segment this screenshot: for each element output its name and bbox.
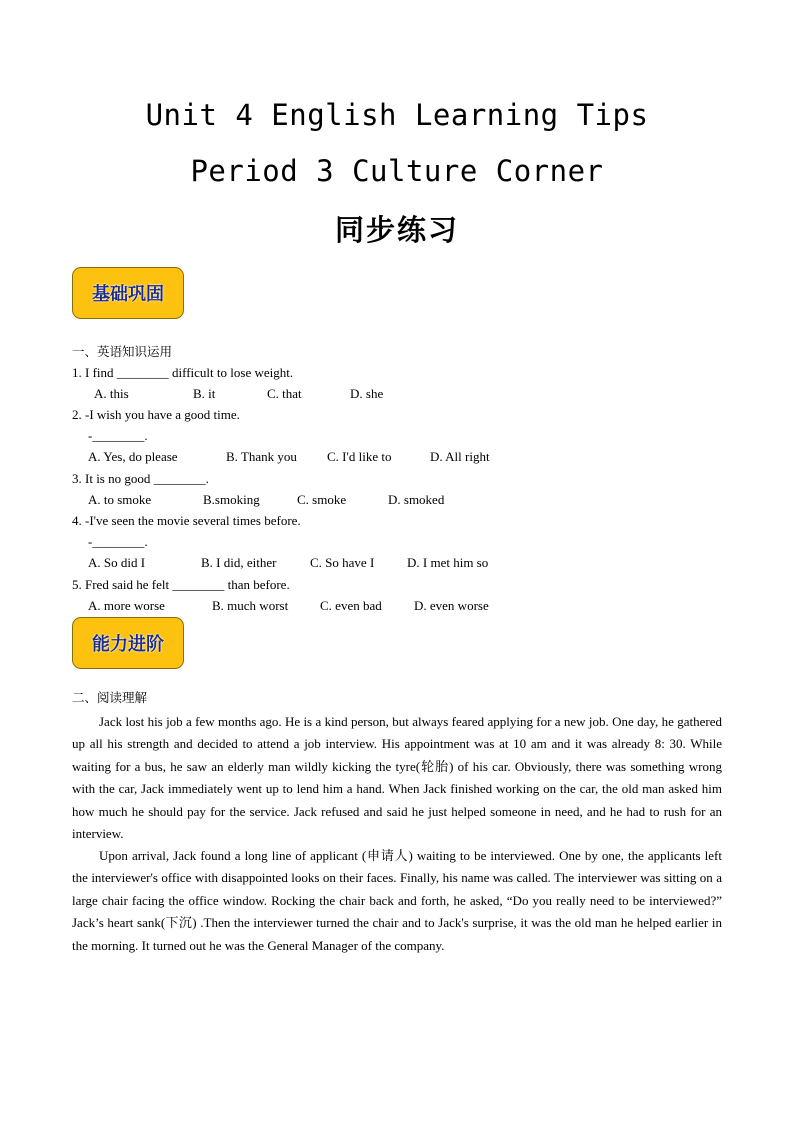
q5-option-d: D. even worse (414, 598, 489, 613)
q3-option-b: B.smoking (203, 492, 260, 507)
title-line-2: Period 3 Culture Corner (190, 154, 604, 188)
q4-option-c: C. So have I (310, 555, 375, 570)
question-stem-5: 5. Fred said he felt ________ than before. (72, 577, 290, 592)
question-stem-4: 4. -I've seen the movie several times before. (72, 513, 301, 528)
question-stem-1: 1. I find ________ difficult to lose weight. (72, 365, 294, 380)
q3-option-a: A. to smoke (88, 492, 152, 507)
q3-option-d: D. smoked (388, 492, 445, 507)
badge-advanced: 能力进阶 (72, 617, 184, 669)
q1-option-a: A. this (94, 386, 129, 401)
q1-option-b: B. it (193, 386, 216, 401)
q3-option-c: C. smoke (297, 492, 347, 507)
q2-option-d: D. All right (430, 449, 490, 464)
badge-basic: 基础巩固 (72, 267, 184, 319)
q2-option-c: C. I'd like to (327, 449, 392, 464)
q4-option-d: D. I met him so (407, 555, 489, 570)
q1-option-d: D. she (350, 386, 384, 401)
q5-option-a: A. more worse (88, 598, 165, 613)
section1-heading: 一、英语知识运用 (72, 344, 173, 359)
q4-option-a: A. So did I (88, 555, 146, 570)
question-stem-2: 2. -I wish you have a good time. (72, 407, 240, 422)
q2-reply: -________. (88, 428, 148, 443)
q4-reply: -________. (88, 534, 148, 549)
question-stem-3: 3. It is no good ________. (72, 471, 209, 486)
reading-paragraph-1: Jack lost his job a few months ago. He is a kind person, but always feared applying for a new job. One day, he gathered up all his strength and decided to attend a job interview. His appointment was at 10 am and it was already 8: 30. While waiting for a bus, he saw an elderly man wildly kicking the tyre(轮胎) of his car. Obviously, there was something wrong with the car, Jack immediately went up to lend him a hand. When Jack finished working on the car, the old man asked him how much he should pay for the service. Jack refused and said he just helped someone in need, and he had to rush for an interview. (72, 714, 722, 842)
reading-paragraph-2: Upon arrival, Jack found a long line of applicant (申请人) waiting to be interviewed. One by one, the applicants left the interviewer's office with disappointed looks on their faces. Finally, his name was called. The interviewer was sitting on a large chair facing the office window. Rocking the chair back and forth, he asked, “Do you really need to be interviewed?” Jack’s heart sank(下沉) .Then the interviewer turned the chair and to Jack's surprise, it was the old man he helped earlier in the morning. It turned out he was the General Manager of the company. (72, 848, 722, 953)
title-line-1: Unit 4 English Learning Tips (145, 98, 649, 132)
q5-option-b: B. much worst (212, 598, 289, 613)
q2-option-b: B. Thank you (226, 449, 297, 464)
section2-heading: 二、阅读理解 (72, 690, 148, 705)
q4-option-b: B. I did, either (201, 555, 277, 570)
q2-option-a: A. Yes, do please (88, 449, 178, 464)
title-line-3: 同步练习 (334, 213, 459, 247)
q5-option-c: C. even bad (320, 598, 382, 613)
q1-option-c: C. that (267, 386, 302, 401)
